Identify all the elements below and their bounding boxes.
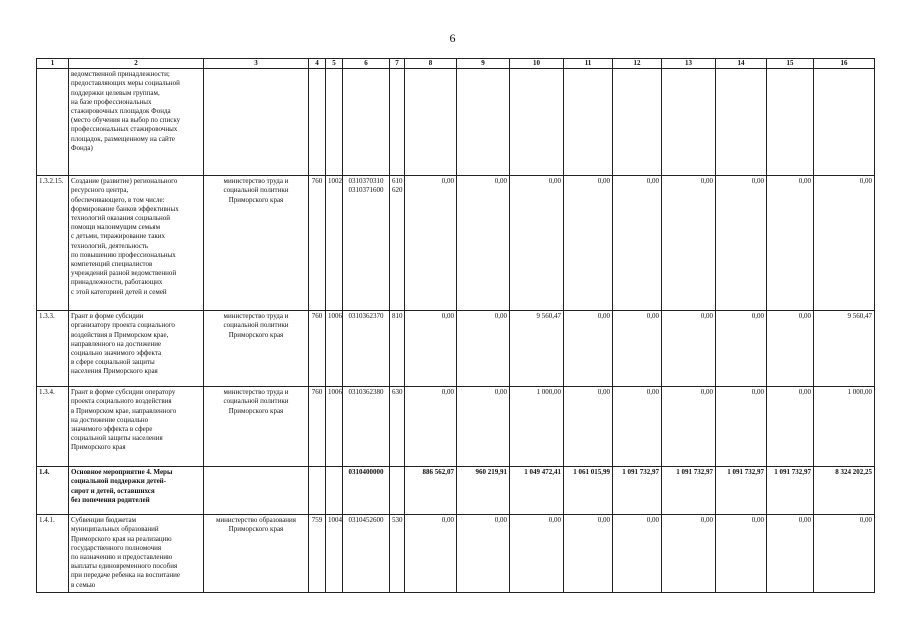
column-header: 12 [613,59,662,69]
row-expense-type [390,515,405,593]
cell-text: 0,00 [751,312,764,321]
cell-text: 0,00 [597,312,610,321]
value-col-10 [510,311,564,387]
cell-text: 0310362370 [348,312,384,321]
cell-text: министерство труда и социальной политики Приморского края [223,388,289,415]
value-col-12 [613,515,662,593]
cell-text: 760 [311,312,323,321]
value-col-13 [662,69,716,176]
value-col-8 [405,515,457,593]
cell-text: министерство образования Приморского края [215,516,297,534]
cell-text: 886 562,07 [422,468,454,477]
value-col-11 [564,515,613,593]
value-col-13 [662,387,716,467]
budget-table [36,58,875,593]
column-header: 14 [716,59,767,69]
table-row [37,387,875,467]
cell-text: 1 091 732,97 [774,468,811,477]
cell-text: 0,00 [798,388,811,397]
row-target-article [343,387,390,467]
value-col-10 [510,387,564,467]
row-code [37,176,69,311]
value-col-14 [716,311,767,387]
value-col-11 [564,467,613,515]
cell-text: 760 [311,388,323,397]
cell-text: 0,00 [751,516,764,525]
cell-text: 1 049 472,41 [524,468,561,477]
cell-text: 0,00 [441,177,454,186]
cell-text: 0,00 [646,388,659,397]
row-description [69,311,204,387]
row-section [326,69,343,176]
row-description [69,176,204,311]
value-col-12 [613,311,662,387]
value-col-12 [613,387,662,467]
cell-text: 0,00 [494,312,507,321]
page-number: 6 [449,31,456,45]
value-col-15 [767,515,814,593]
row-grbs [309,69,326,176]
value-col-8 [405,69,457,176]
value-col-15 [767,176,814,311]
cell-text: 1.3.3. [39,312,55,321]
row-grbs [309,311,326,387]
row-section [326,311,343,387]
value-col-11 [564,176,613,311]
cell-text: 0,00 [597,516,610,525]
row-expense-type [390,311,405,387]
cell-text: 0,00 [548,177,561,186]
cell-text: 810 [392,312,403,321]
row-section [326,467,343,515]
column-header: 10 [510,59,564,69]
row-expense-type [390,176,405,311]
cell-text: ведомственной принадлежности; предоставляющих меры социальной поддержки целевым группам, на базе профессиональных стажировочных площадок Фонда (место обучения на выбор по списку профессиональных стажировочных площадок, размещенному на сайте Фонда) [71,70,181,152]
value-col-9 [457,467,510,515]
header-row [37,59,875,69]
value-col-14 [716,69,767,176]
row-expense-type [390,387,405,467]
column-header: 16 [814,59,875,69]
column-header: 13 [662,59,716,69]
cell-text: 0,00 [798,177,811,186]
cell-text: 1006 [328,388,342,397]
cell-text: 530 [392,516,403,525]
cell-text: 0310452600 [348,516,384,525]
cell-text: 0,00 [700,388,713,397]
row-target-article [343,69,390,176]
cell-text: 0,00 [751,388,764,397]
value-col-9 [457,387,510,467]
row-section [326,176,343,311]
row-expense-type [390,69,405,176]
row-code [37,387,69,467]
cell-text: 0310362380 [348,388,384,397]
cell-text: 1.4.1. [39,516,55,525]
cell-text: 0,00 [597,177,610,186]
column-header: 11 [564,59,613,69]
cell-text: 0,00 [441,312,454,321]
cell-text: 1 000,00 [847,388,872,397]
value-col-8 [405,467,457,515]
row-target-article [343,311,390,387]
value-col-13 [662,515,716,593]
value-total [814,311,875,387]
cell-text: 0,00 [646,177,659,186]
column-header: 7 [390,59,405,69]
value-col-9 [457,515,510,593]
row-description [69,387,204,467]
value-col-11 [564,69,613,176]
cell-text: 1 091 732,97 [622,468,659,477]
value-col-8 [405,387,457,467]
value-col-10 [510,515,564,593]
cell-text: Субвенции бюджетам муниципальных образований Приморского края на реализацию государственного полномочия по назначению и предоставлению выплаты единовременного пособия при передаче ребенка на воспитание в семью [71,516,180,589]
value-total [814,69,875,176]
column-header: 4 [309,59,326,69]
value-col-10 [510,176,564,311]
row-code [37,69,69,176]
cell-text: 9 560,47 [536,312,561,321]
cell-text: 759 [311,516,323,525]
value-col-12 [613,176,662,311]
cell-text: 630 [392,388,403,397]
column-header: 3 [204,59,309,69]
cell-text: 8 324 202,25 [835,468,872,477]
cell-text: 760 [311,177,323,186]
value-col-11 [564,311,613,387]
row-executor [204,69,309,176]
value-col-14 [716,515,767,593]
table-row [37,515,875,593]
cell-text: 0,00 [646,516,659,525]
cell-text: 0,00 [548,516,561,525]
cell-text: министерство труда и социальной политики Приморского края [223,312,289,339]
row-executor [204,515,309,593]
cell-text: 1006 [328,312,342,321]
row-description [69,69,204,176]
cell-text: 0,00 [494,177,507,186]
cell-text: 0,00 [441,388,454,397]
cell-text: 0310400000 [348,468,384,477]
row-executor [204,311,309,387]
column-header: 1 [37,59,69,69]
column-header: 5 [326,59,343,69]
cell-text: 0,00 [700,312,713,321]
cell-text: 0,00 [494,516,507,525]
cell-text: 0,00 [751,177,764,186]
row-description [69,515,204,593]
table-row [37,69,875,176]
row-executor [204,467,309,515]
row-grbs [309,387,326,467]
value-col-13 [662,176,716,311]
cell-text: Основное мероприятие 4. Меры социальной поддержки детей- сирот и детей, оставшихся без попечения родителей [71,468,173,504]
cell-text: 1004 [328,516,342,525]
column-header: 2 [69,59,204,69]
value-col-9 [457,176,510,311]
value-col-14 [716,176,767,311]
cell-text: 1 000,00 [536,388,561,397]
cell-text: 0,00 [700,516,713,525]
cell-text: 0,00 [597,388,610,397]
column-header: 8 [405,59,457,69]
table-row [37,176,875,311]
cell-text: 0,00 [859,516,872,525]
cell-text: 0,00 [441,516,454,525]
value-col-9 [457,311,510,387]
cell-text: 1.4. [39,468,50,477]
cell-text: 0,00 [798,312,811,321]
cell-text: Создание (развитие) регионального ресурсного центра, обеспечивающего, в том числе: формирование банков эффективных технологий оказания социальной помощи малоимущим семьям с детьми, тиражирование таких технологий, деятельность по повышению профессиональных компетенций специалистов учреждений разной ведомственной принадлежности, работающих с этой категорией детей и семей [71,177,179,296]
column-header: 15 [767,59,814,69]
cell-text: 1 061 015,99 [573,468,610,477]
table-row [37,311,875,387]
value-col-14 [716,387,767,467]
value-col-11 [564,387,613,467]
value-col-15 [767,311,814,387]
value-total [814,515,875,593]
value-col-12 [613,467,662,515]
value-col-10 [510,69,564,176]
row-code [37,311,69,387]
row-section [326,515,343,593]
row-executor [204,387,309,467]
value-col-15 [767,387,814,467]
cell-text: 1 091 732,97 [676,468,713,477]
cell-text: 1002 [328,177,342,186]
cell-text: 0,00 [646,312,659,321]
cell-text: 0,00 [798,516,811,525]
cell-text: 1 091 732,97 [727,468,764,477]
cell-text: 0,00 [859,177,872,186]
row-description [69,467,204,515]
table-row [37,467,875,515]
value-col-15 [767,69,814,176]
value-col-12 [613,69,662,176]
value-total [814,387,875,467]
cell-text: 1.3.2.15. [39,177,64,186]
value-col-9 [457,69,510,176]
cell-text: 960 219,91 [475,468,507,477]
value-col-15 [767,467,814,515]
value-col-8 [405,311,457,387]
cell-text: Грант в форме субсидии оператору проекта социального воздействия в Приморском крае, направленного на достижение социально значимого эффекта в сфере социальной защиты населения Приморского края [71,388,177,452]
cell-text: 9 560,47 [847,312,872,321]
value-total [814,176,875,311]
row-code [37,515,69,593]
value-total [814,467,875,515]
cell-text: 0,00 [494,388,507,397]
column-header: 6 [343,59,390,69]
cell-text: Грант в форме субсидии организатору проекта социального воздействия в Приморском крае, направленного на достижение социально значимого эффекта в сфере социальной защиты населения Приморского края [71,312,175,376]
value-col-10 [510,467,564,515]
column-header: 9 [457,59,510,69]
value-col-13 [662,467,716,515]
row-executor [204,176,309,311]
value-col-8 [405,176,457,311]
row-target-article [343,467,390,515]
cell-text: министерство труда и социальной политики Приморского края [223,177,289,204]
cell-text: 1.3.4. [39,388,55,397]
cell-text: 0310370310 0310371600 [348,177,384,195]
cell-text: 610 620 [392,177,403,195]
row-grbs [309,515,326,593]
row-code [37,467,69,515]
row-section [326,387,343,467]
row-grbs [309,467,326,515]
row-target-article [343,176,390,311]
cell-text: 0,00 [700,177,713,186]
value-col-14 [716,467,767,515]
value-col-13 [662,311,716,387]
row-grbs [309,176,326,311]
row-expense-type [390,467,405,515]
row-target-article [343,515,390,593]
